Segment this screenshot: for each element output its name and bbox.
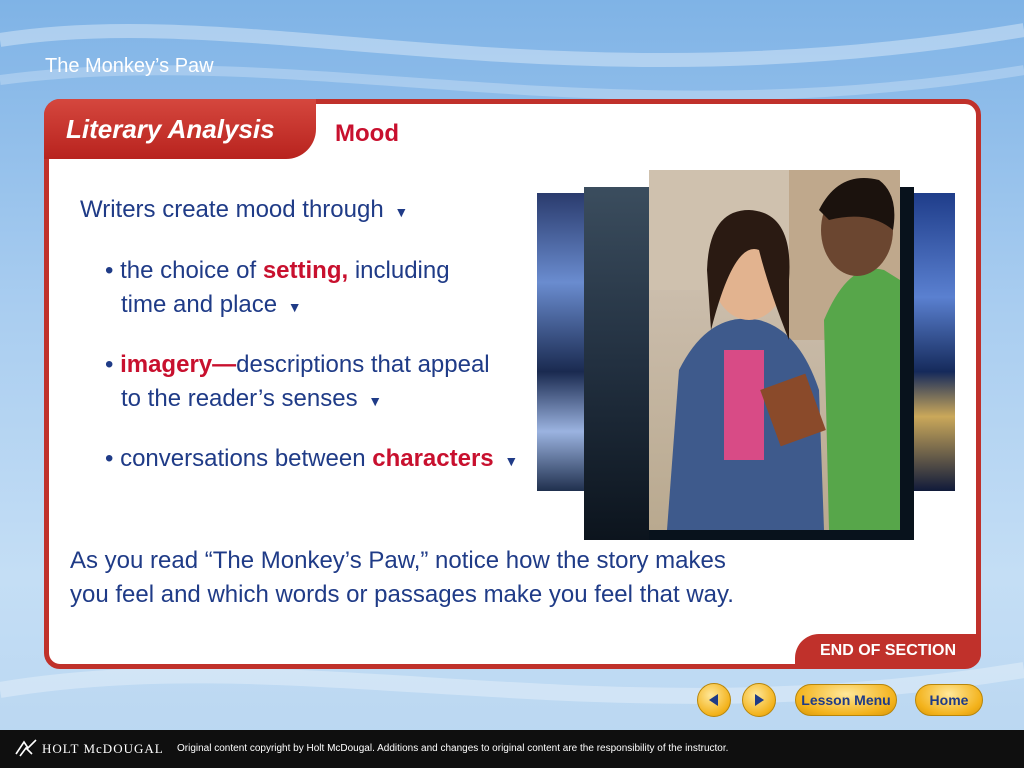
bullet-line2: time and place <box>121 291 278 318</box>
publisher-brand: HOLT McDOUGAL <box>42 741 164 756</box>
people-illustration <box>649 170 900 530</box>
bullet-text: • <box>105 351 121 378</box>
bullet-text: • the choice of <box>105 257 263 284</box>
section-tab-label: Literary Analysis <box>44 99 316 159</box>
teens-talking-photo <box>649 170 900 530</box>
end-of-section-button[interactable]: END OF SECTION <box>795 634 981 668</box>
closing-paragraph <box>70 544 890 612</box>
deck-title: The Monkey’s Paw <box>45 55 214 77</box>
intro-text <box>80 196 408 224</box>
bullet-imagery <box>105 348 490 418</box>
footer-bar <box>0 730 1024 768</box>
reveal-arrow-icon[interactable]: ▼ <box>287 299 302 315</box>
next-button[interactable] <box>742 683 776 717</box>
bullet-text: descriptions that appeal <box>236 351 490 378</box>
slide-heading: Mood <box>335 120 399 147</box>
term-imagery: imagery— <box>120 351 237 378</box>
bullet-text: including <box>348 257 450 284</box>
bullet-setting <box>105 254 450 324</box>
closing-line: you feel and which words or passages make you feel that way. <box>70 581 734 608</box>
tree-silhouettes <box>584 187 649 540</box>
intro-label: Writers create mood through <box>80 196 384 223</box>
reveal-arrow-icon[interactable]: ▼ <box>368 393 383 409</box>
city-photo-left <box>537 193 587 491</box>
previous-arrow-icon <box>706 692 722 708</box>
bullet-characters <box>105 442 518 478</box>
copyright-notice: Original content copyright by Holt McDougal. Additions and changes to original content are the responsibility of the instructor. <box>177 743 729 754</box>
reveal-arrow-icon[interactable]: ▼ <box>504 453 519 469</box>
next-arrow-icon <box>751 692 767 708</box>
photo-collage <box>537 170 957 540</box>
reveal-arrow-icon[interactable]: ▼ <box>394 204 409 220</box>
term-characters: characters <box>372 445 494 472</box>
lesson-menu-button[interactable]: Lesson Menu <box>795 684 897 716</box>
term-setting: setting, <box>262 257 349 284</box>
bullet-text: • conversations between <box>105 445 373 472</box>
city-photo-right <box>907 193 955 491</box>
home-button[interactable]: Home <box>915 684 983 716</box>
previous-button[interactable] <box>697 683 731 717</box>
bullet-line2: to the reader’s senses <box>121 385 358 412</box>
holt-logo-icon <box>14 738 38 758</box>
closing-line: As you read “The Monkey’s Paw,” notice how the story makes <box>70 547 726 574</box>
